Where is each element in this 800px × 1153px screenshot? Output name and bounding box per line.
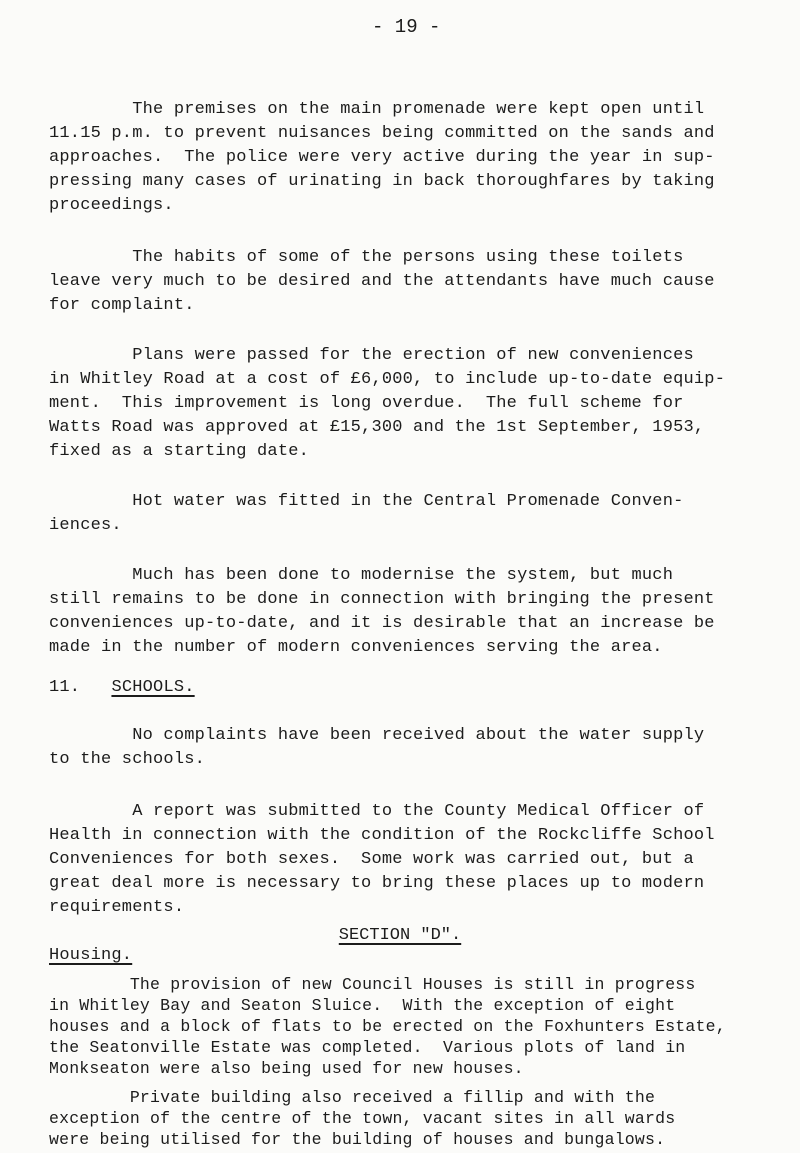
paragraph-private-building: Private building also received a fillip and with the exception of the centre of the town, vacant sites in all wards were being utilised for the building of houses and bungalows. bbox=[49, 1088, 676, 1149]
page-number: - 19 - bbox=[372, 16, 441, 38]
schools-heading-line bbox=[49, 676, 769, 700]
paragraph-modernise-system: Much has been done to modernise the system, but much still remains to be done in connection with bringing the present conveniences up-to-date, and it is desirable that an increase be made in the number of modern conveniences serving the area. bbox=[49, 566, 715, 657]
paragraph-toilet-habits: The habits of some of the persons using these toilets leave very much to be desired and the attendants have much cause for complaint. bbox=[49, 248, 715, 315]
paragraph-council-houses: The provision of new Council Houses is still in progress in Whitley Bay and Seaton Sluice. With the exception of eight houses and a block of flats to be erected on the Foxhunters Estate, the Seatonville Estate was completed. Various plots of land in Monkseaton were also being used for new houses. bbox=[49, 975, 726, 1078]
paragraph-new-conveniences: Plans were passed for the erection of new conveniences in Whitley Road at a cost of £6,000, to include up-to-date equip- ment. This improvement is long overdue. The full scheme for Watts Road was approved at £15,300 and the 1st September, 1953, fixed as a starting date. bbox=[49, 346, 726, 461]
paragraph-school-water: No complaints have been received about the water supply to the schools. bbox=[49, 726, 705, 769]
paragraph-hot-water: Hot water was fitted in the Central Promenade Conven- iences. bbox=[49, 492, 684, 535]
paragraph-school-report: A report was submitted to the County Medical Officer of Health in connection with the condition of the Rockcliffe School Conveniences for both sexes. Some work was carried out, but a great deal more is necessary to bring these places up to modern requirements. bbox=[49, 802, 715, 917]
schools-heading: SCHOOLS. bbox=[111, 678, 195, 697]
housing-heading: Housing. bbox=[49, 946, 133, 965]
section-heading: SECTION "D". bbox=[338, 926, 462, 945]
schools-section-number: 11. bbox=[49, 678, 81, 697]
paragraph-promenade-premises: The premises on the main promenade were kept open until 11.15 p.m. to prevent nuisances being committed on the sands and approaches. The police were very active during the year in sup- pressing many cases of urinating in back thoroughfares by taking proceedings. bbox=[49, 100, 715, 215]
